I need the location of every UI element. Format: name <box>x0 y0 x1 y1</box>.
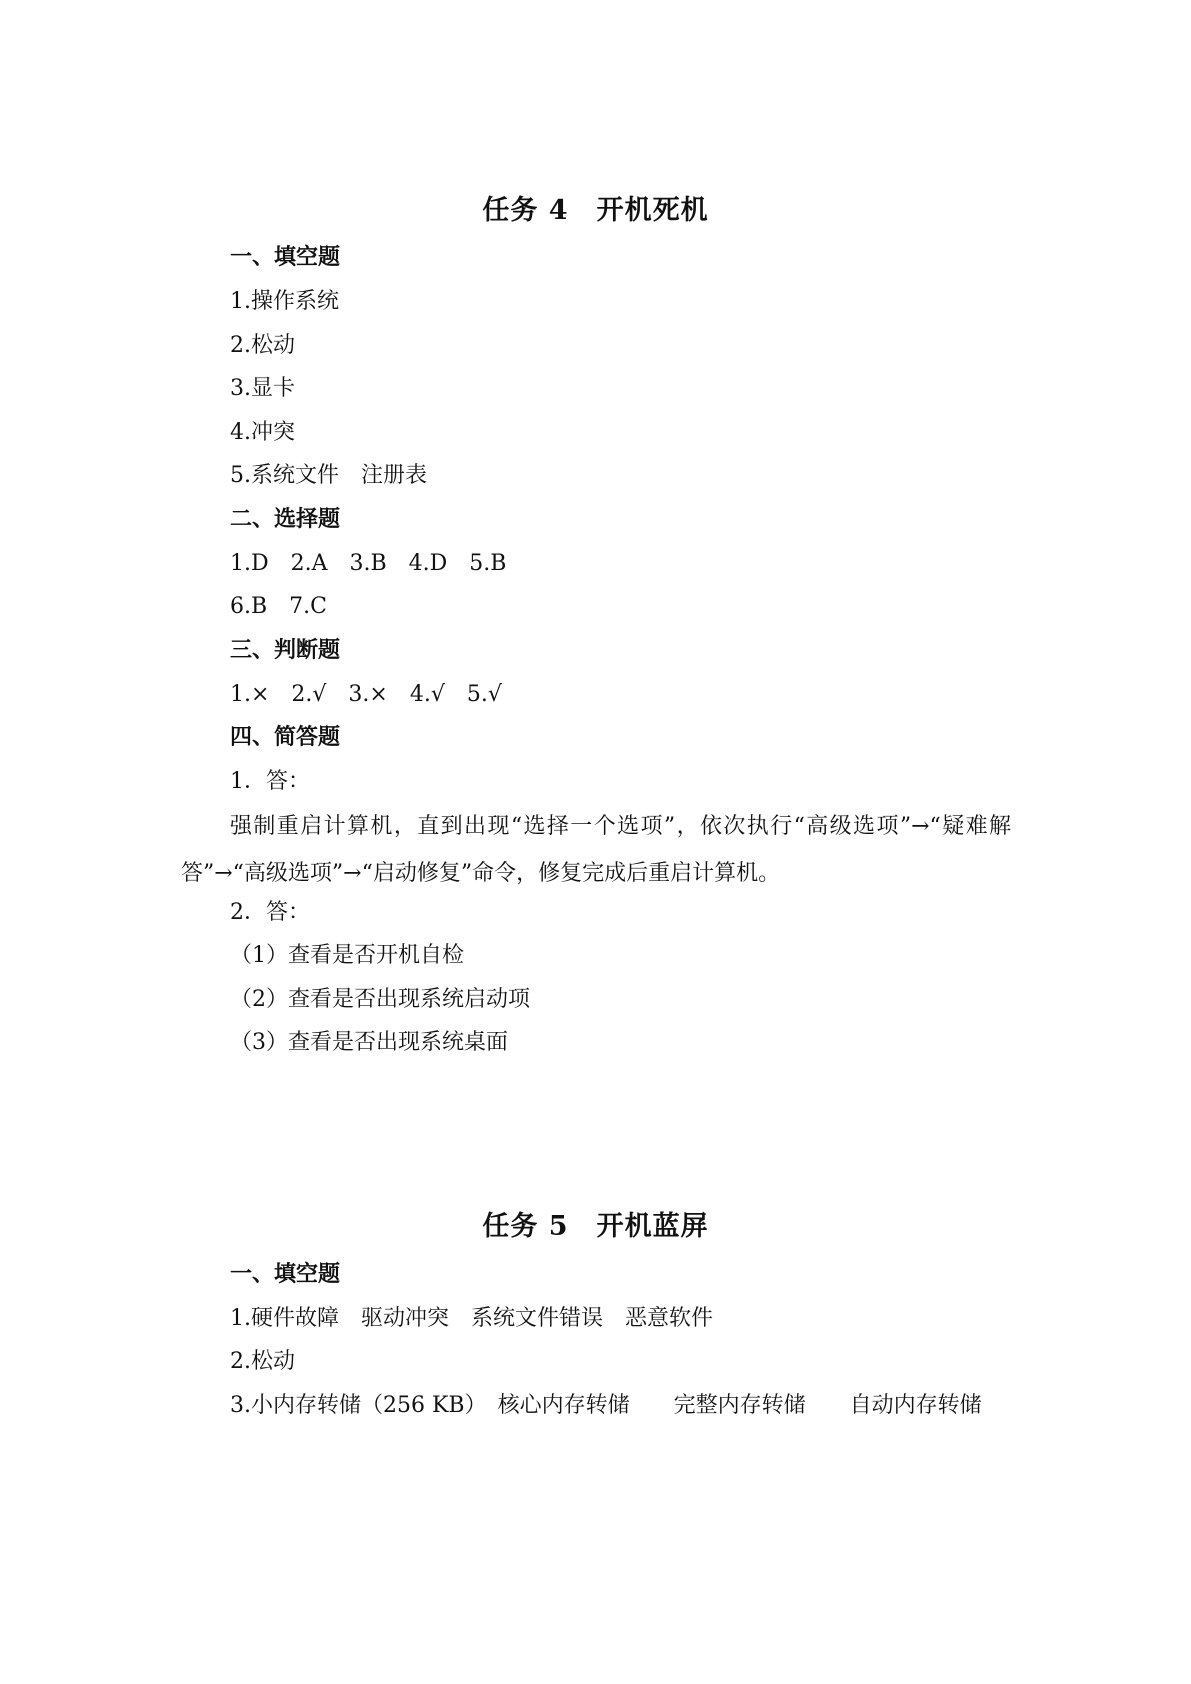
task4-fill-heading: 一、填空题 <box>230 245 341 270</box>
task5-fill-item: 2.松动 <box>230 1349 295 1374</box>
task4-short-q1-answer: 强制重启计算机，直到出现“选择一个选项”，依次执行“高级选项”→“疑难解答”→“高级选项”→“启动修复”命令，修复完成后重启计算机。 <box>181 814 1011 886</box>
task4-judge-line: 1.× 2.√ 3.× 4.√ 5.√ <box>230 682 502 707</box>
task4-short-q2-item: （1）查看是否开机自检 <box>230 943 464 968</box>
task4-choice-heading: 二、选择题 <box>230 507 341 532</box>
task4-choice-line: 1.D 2.A 3.B 4.D 5.B <box>230 551 507 576</box>
task4-short-q2-item: （3）查看是否出现系统桌面 <box>230 1030 508 1055</box>
task4-fill-item: 5.系统文件 注册表 <box>230 463 427 488</box>
task5-title: 任务 5 开机蓝屏 <box>482 1211 709 1242</box>
task5-fill-item: 1.硬件故障 驱动冲突 系统文件错误 恶意软件 <box>230 1306 713 1331</box>
task4-short-q1-label: 1．答： <box>230 769 310 794</box>
task4-short-q2-item: （2）查看是否出现系统启动项 <box>230 987 530 1012</box>
task4-fill-item: 1.操作系统 <box>230 289 339 314</box>
task4-fill-item: 4.冲突 <box>230 420 295 445</box>
task4-short-heading: 四、简答题 <box>230 725 341 750</box>
task4-title: 任务 4 开机死机 <box>482 195 709 226</box>
task5-fill-heading: 一、填空题 <box>230 1262 341 1287</box>
task4-fill-item: 3.显卡 <box>230 376 295 401</box>
task4-judge-heading: 三、判断题 <box>230 638 341 663</box>
task5-fill-item: 3.小内存转储（256 KB） 核心内存转储 完整内存转储 自动内存转储 <box>230 1393 982 1418</box>
task4-short-q2-label: 2．答： <box>230 900 310 925</box>
task4-fill-item: 2.松动 <box>230 333 295 358</box>
task4-choice-line: 6.B 7.C <box>230 594 327 619</box>
